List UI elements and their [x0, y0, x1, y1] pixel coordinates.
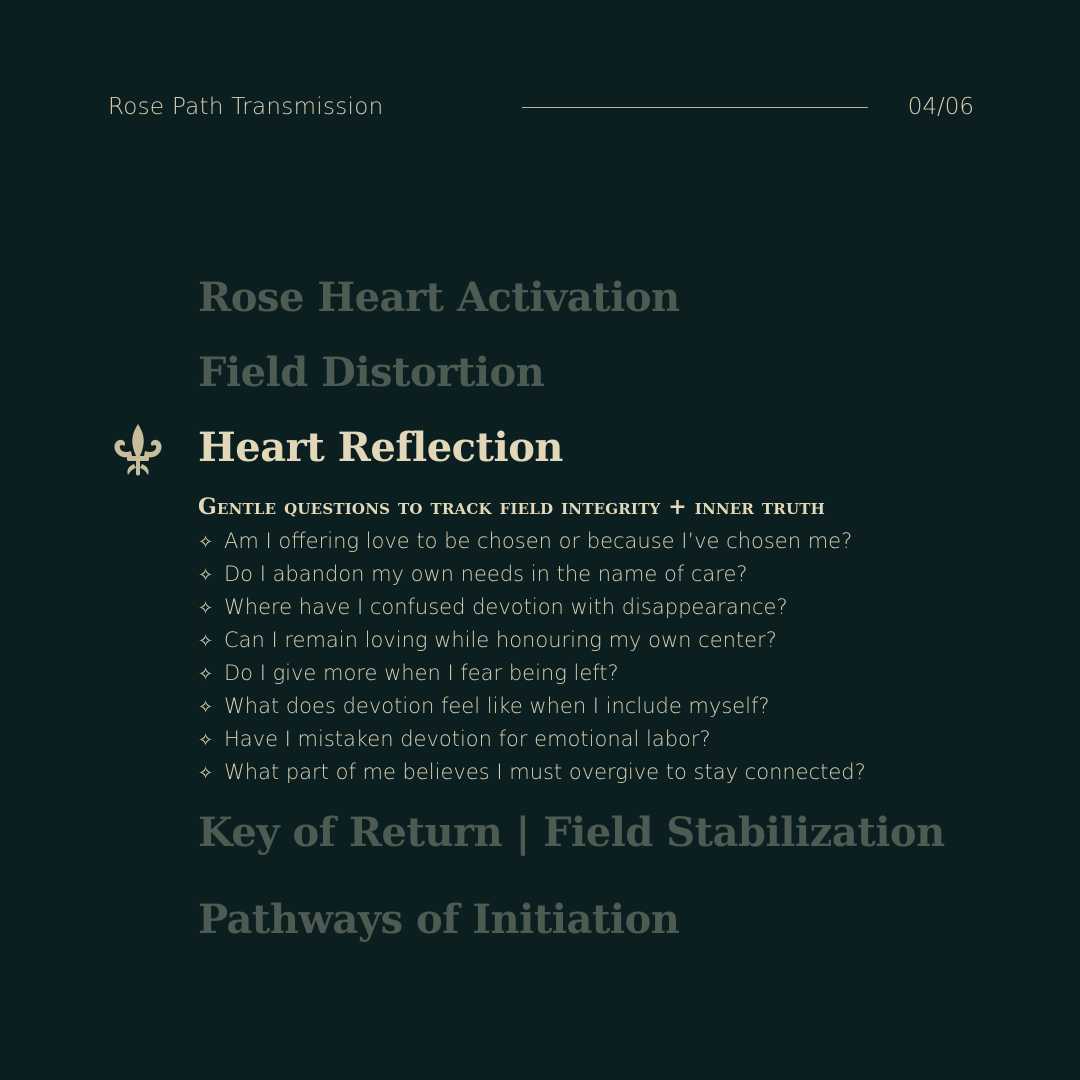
header-divider — [522, 107, 868, 108]
section-key-of-return[interactable]: Key of Return | Field Stabilization — [198, 809, 945, 856]
sparkle-icon: ✧ — [198, 532, 214, 553]
list-item — [198, 723, 866, 756]
reflection-questions-list — [198, 525, 866, 789]
section-heart-reflection[interactable]: Heart Reflection — [198, 424, 563, 471]
list-item — [198, 624, 866, 657]
question-text: Have I mistaken devotion for emotional labor? — [224, 727, 711, 751]
section-subheading: Gentle questions to track field integrity + inner truth — [198, 494, 825, 520]
question-text: Can I remain loving while honouring my own center? — [224, 628, 777, 652]
list-item — [198, 591, 866, 624]
sparkle-icon: ✧ — [198, 763, 214, 784]
fleur-de-lis-icon — [112, 422, 164, 478]
sparkle-icon: ✧ — [198, 598, 214, 619]
section-pathways-of-initiation[interactable]: Pathways of Initiation — [198, 896, 680, 943]
question-text: What part of me believes I must overgive to stay connected? — [224, 760, 866, 784]
sparkle-icon: ✧ — [198, 697, 214, 718]
question-text: Do I give more when I fear being left? — [224, 661, 619, 685]
question-text: Where have I confused devotion with disappearance? — [224, 595, 788, 619]
list-item — [198, 657, 866, 690]
list-item — [198, 558, 866, 591]
page-counter: 04/06 — [907, 94, 974, 120]
section-field-distortion[interactable]: Field Distortion — [198, 349, 545, 396]
header-title: Rose Path Transmission — [108, 94, 384, 120]
list-item — [198, 756, 866, 789]
sparkle-icon: ✧ — [198, 631, 214, 652]
sparkle-icon: ✧ — [198, 565, 214, 586]
section-rose-heart-activation[interactable]: Rose Heart Activation — [198, 274, 680, 321]
question-text: Do I abandon my own needs in the name of care? — [224, 562, 748, 586]
sparkle-icon: ✧ — [198, 664, 214, 685]
question-text: What does devotion feel like when I include myself? — [224, 694, 770, 718]
list-item — [198, 525, 866, 558]
question-text: Am I offering love to be chosen or because I’ve chosen me? — [224, 529, 853, 553]
list-item — [198, 690, 866, 723]
sparkle-icon: ✧ — [198, 730, 214, 751]
